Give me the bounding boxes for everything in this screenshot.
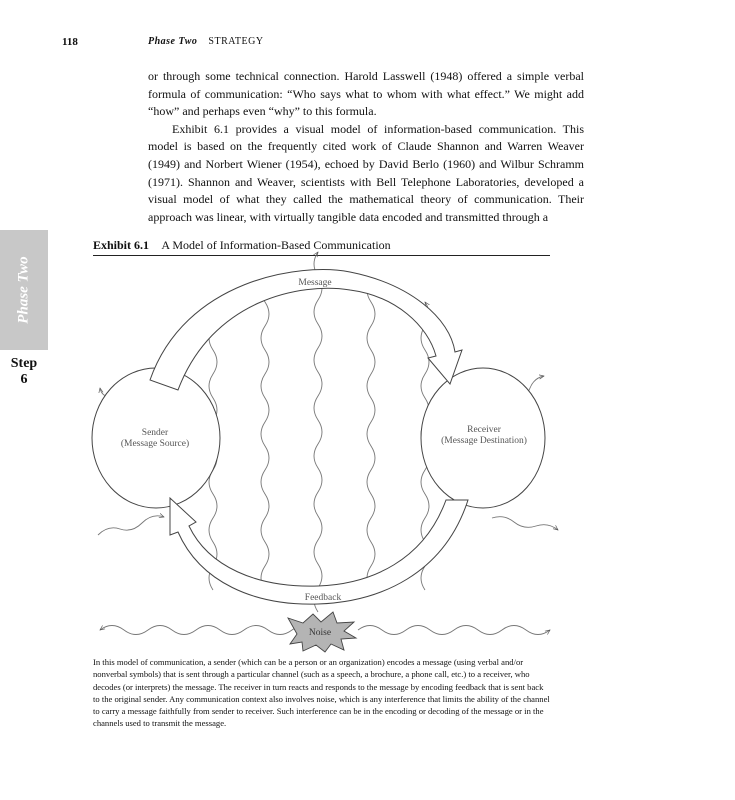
- noise-wave-bottom: [358, 626, 550, 635]
- noise-wave-left: [98, 516, 164, 535]
- receiver-sublabel: (Message Destination): [441, 436, 527, 446]
- paragraph-2: Exhibit 6.1 provides a visual model of information-based communication. This model is based on the frequently cited work of Claude Shannon and Warren Weaver (1949) and Norbert Wiener (1954), echoed by David Berlo (1960) and Wilbur Schramm (1971). Shannon and Weaver, scientists with Bell Telephone Laboratories, developed a visual model of what they called the mathematical theory of communication. Their approach was linear, with virtually tangible data encoded and transmitted through a: [148, 121, 584, 224]
- message-label: Message: [298, 278, 332, 288]
- exhibit-caption: In this model of communication, a sender (which can be a person or an organization) encodes a message (using verbal and/or nonverbal symbols) that is sent through a particular channel (such as a speech, a brochure, a phone call, etc.) to a receiver, who decodes (or interprets) the message. The receiver in turn reacts and responds to the message by encoding feedback that is sent back to the original sender. Any communication context also involves noise, which is any interference that limits the ability of the channel to carry a message faithfully from sender to receiver. Such interference can be in the encoding or decoding of the message or in the channels used to transmit the message.: [93, 657, 550, 729]
- paragraph-1: or through some technical connection. Harold Lasswell (1948) offered a simple verbal formula of communication: “Who says what to whom with what effect.” We might add “how” and perhaps even “why” to this formula.: [148, 69, 584, 119]
- noise-wave: [367, 278, 375, 590]
- noise-label: Noise: [308, 628, 332, 638]
- noise-wave: [261, 278, 269, 590]
- noise-wave: [314, 252, 322, 612]
- page-number: 118: [62, 36, 78, 48]
- sender-circle: [92, 368, 220, 508]
- receiver-label: Receiver: [467, 425, 501, 435]
- noise-wave-bottom: [100, 626, 316, 635]
- step-word: Step: [10, 356, 38, 371]
- side-tab-phase-label: Phase Two: [15, 256, 32, 324]
- step-number: 6: [20, 372, 28, 387]
- feedback-arrow: [170, 498, 468, 604]
- running-head-phase: Phase Two: [148, 36, 198, 47]
- noise-wave-right: [492, 517, 558, 530]
- feedback-label: Feedback: [304, 593, 342, 603]
- sender-label: Sender: [141, 428, 169, 438]
- exhibit-heading: A Model of Information-Based Communication: [161, 238, 391, 252]
- sender-sublabel: (Message Source): [120, 439, 190, 449]
- exhibit-number: Exhibit 6.1: [93, 238, 150, 252]
- running-head-section: STRATEGY: [208, 36, 264, 47]
